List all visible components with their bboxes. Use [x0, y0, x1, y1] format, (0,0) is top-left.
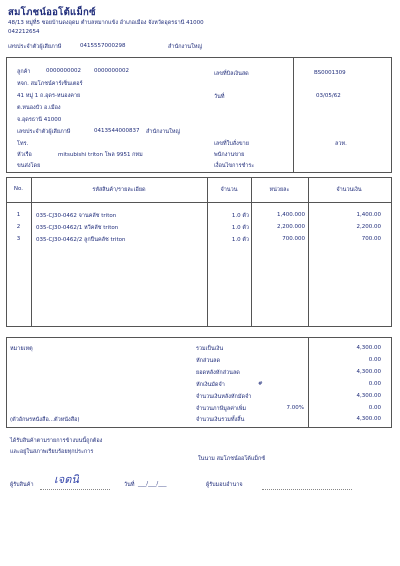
deposit-value: 0.00	[368, 381, 381, 387]
customer-note-label: หัวเรือ	[17, 152, 32, 158]
receiver-signature-line	[40, 489, 110, 490]
row-description: 035-CJ30-0462/1 หวีคลัช triton	[36, 225, 119, 231]
header-amount: จำนวนเงิน	[336, 187, 362, 193]
customer-code-label: ลูกค้า	[17, 69, 31, 75]
vat-label: จำนวนภาษีมูลค่าเพิ่ม	[196, 406, 247, 412]
customer-addr1: 41 หมู่ 1 ถ.อุดร-หนองคาย	[17, 93, 81, 99]
received-statement-2: และอยู่ในสภาพเรียบร้อยทุกประการ	[10, 449, 94, 455]
customer-ship-label: ขนส่งโดย	[17, 163, 41, 169]
customer-addr3: จ.อุดรธานี 41000	[17, 117, 62, 123]
company-branch: สำนักงานใหญ่	[168, 44, 203, 50]
amount-in-words-label: (ตัวอักษรหนังสือ...ตัวหนังสือ)	[10, 417, 80, 423]
payment-terms-label: เงื่อนไขการชำระ	[214, 163, 255, 169]
row-quantity: 1.0 ตัว	[231, 237, 249, 243]
authorized-label: ผู้รับมอบอำนาจ	[206, 482, 243, 488]
customer-tax-id: 0413544000837	[94, 128, 140, 134]
grand-total-label: จำนวนเงินรวมทั้งสิ้น	[196, 417, 245, 423]
after-deposit-value: 4,300.00	[356, 393, 381, 399]
after-discount-label: ยอดหลังหักส่วนลด	[196, 370, 240, 376]
row-description: 035-CJ30-0462/2 ลูกปืนคลัช triton	[36, 237, 126, 243]
row-unit-price: 700.000	[282, 236, 305, 242]
row-no: 3	[16, 236, 21, 242]
sales-order-suffix: ลวท.	[335, 141, 347, 147]
deposit-hash: #	[258, 381, 263, 387]
header-unit-price: หน่วยละ	[269, 187, 290, 193]
customer-code2: 0000000002	[94, 68, 129, 74]
col-divider-unit	[308, 177, 309, 326]
customer-code1: 0000000002	[46, 68, 81, 74]
customer-tax-label: เลขประจำตัวผู้เสียภาษี	[17, 129, 71, 135]
company-phone: 042212654	[8, 29, 40, 35]
company-tax-label: เลขประจำตัวผู้เสียภาษี	[8, 44, 62, 50]
subtotal-label: รวมเป็นเงิน	[196, 346, 224, 352]
row-quantity: 1.0 ตัว	[231, 213, 249, 219]
company-name: สมโภชน์ออโต้แม็กซ์	[8, 7, 96, 18]
row-unit-price: 1,400.000	[277, 212, 305, 218]
row-unit-price: 2,200.000	[277, 224, 305, 230]
company-address: 48/13 หมู่ที่5 ซอยบ้านดงอุดม ตำบลหมากแข้ง อำเภอเมือง จังหวัดอุดรธานี 41000	[8, 20, 204, 26]
customer-name: หจก. สมโภชน์คาร์เซ็นเตอร์	[17, 81, 83, 87]
after-deposit-label: จำนวนเงินหลังหักมัดจำ	[196, 394, 252, 400]
row-no: 1	[16, 212, 21, 218]
col-divider-no	[31, 177, 32, 326]
invoice-label: เลขที่บิลเงินสด	[214, 71, 249, 77]
company-tax-id: 0415557000298	[80, 43, 126, 49]
discount-value: 0.00	[368, 357, 381, 363]
receive-date-blank: ___/___/___	[138, 481, 167, 487]
deposit-label: หักเงินมัดจำ	[196, 382, 225, 388]
invoice-date: 03/05/62	[316, 93, 341, 99]
customer-phone-label: โทร.	[17, 141, 29, 147]
row-no: 2	[16, 224, 21, 230]
vat-value: 0.00	[368, 405, 381, 411]
items-table	[6, 177, 392, 327]
invoice-number: BS0001309	[314, 70, 346, 76]
row-description: 035-CJ30-0462 จานคลัช triton	[36, 213, 117, 219]
receiver-label: ผู้รับสินค้า	[10, 482, 34, 488]
after-discount-value: 4,300.00	[356, 369, 381, 375]
customer-branch: สำนักงานใหญ่	[146, 129, 181, 135]
receive-date-label: วันที่	[124, 482, 135, 488]
subtotal-value: 4,300.00	[356, 345, 381, 351]
receiver-signature: เจตนิ	[54, 473, 79, 486]
customer-note-value: mitsubishi triton โพล 9951 กทม	[58, 152, 143, 158]
sales-order-label: เลขที่ใบสั่งขาย	[214, 141, 249, 147]
header-description: รหัสสินค้า/รายละเอียด	[92, 187, 146, 193]
salesperson-label: พนักงานขาย	[214, 152, 245, 158]
date-label: วันที่	[214, 94, 225, 100]
col-divider-qty	[251, 177, 252, 326]
received-statement-1: ได้รับสินค้าตามรายการข้างบนนี้ถูกต้อง	[10, 438, 103, 444]
row-amount: 700.00	[361, 236, 381, 242]
info-divider	[293, 57, 294, 172]
vat-percent: 7.00%	[286, 405, 304, 411]
customer-addr2: ต.หนองบัว อ.เมือง	[17, 105, 61, 111]
remark-label: หมายเหตุ	[10, 346, 33, 352]
authorized-signature-line	[262, 489, 352, 490]
items-header-rule	[6, 202, 391, 203]
col-divider-desc	[207, 177, 208, 326]
row-amount: 1,400.00	[356, 212, 381, 218]
header-quantity: จำนวน	[220, 187, 238, 193]
row-amount: 2,200.00	[356, 224, 381, 230]
discount-label: หักส่วนลด	[196, 358, 221, 364]
header-no: No.	[13, 186, 24, 192]
row-quantity: 1.0 ตัว	[231, 225, 249, 231]
on-behalf-of: ในนาม สมโภชน์ออโต้แม็กซ์	[198, 456, 266, 462]
grand-total-value: 4,300.00	[356, 416, 381, 422]
